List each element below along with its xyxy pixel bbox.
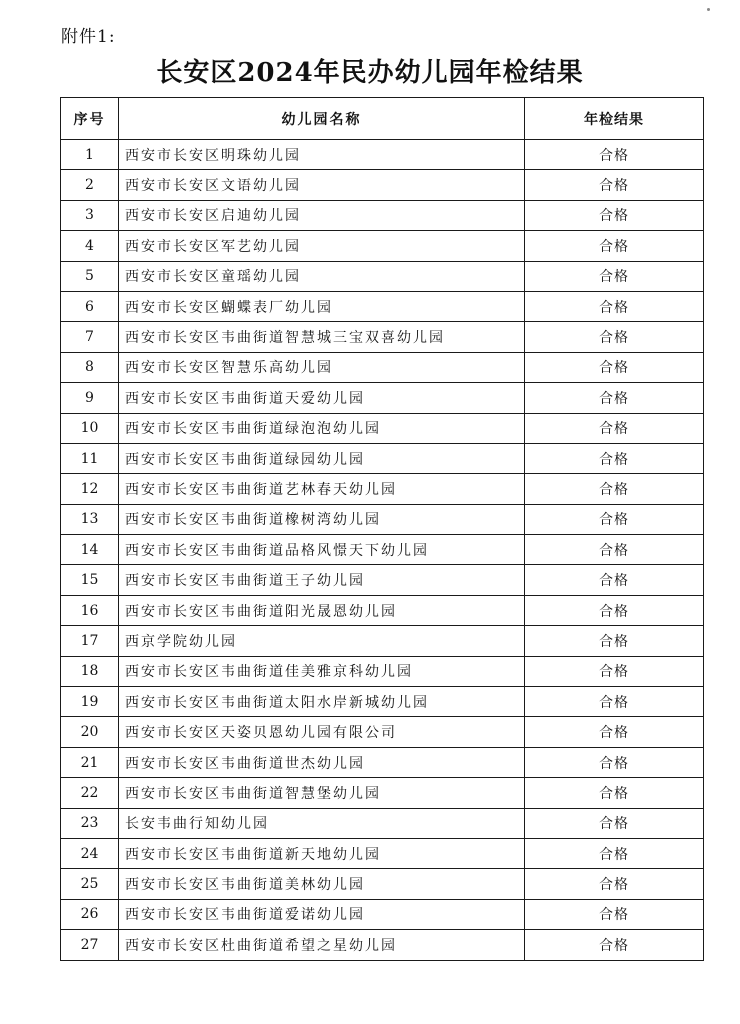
table-row	[61, 899, 704, 929]
row-index: 27	[61, 930, 119, 960]
table-row	[61, 474, 704, 504]
row-result: 合格	[525, 717, 704, 747]
row-kindergarten-name: 西安市长安区蝴蝶表厂幼儿园	[119, 291, 525, 321]
row-result: 合格	[525, 778, 704, 808]
table-row	[61, 504, 704, 534]
row-kindergarten-name: 西安市长安区韦曲街道爱诺幼儿园	[119, 899, 525, 929]
page-title: 长安区2024年民办幼儿园年检结果	[156, 58, 584, 88]
row-index: 26	[61, 899, 119, 929]
row-index: 9	[61, 383, 119, 413]
attachment-label: 附件1:	[61, 27, 116, 47]
header-name: 幼儿园名称	[119, 98, 525, 140]
row-kindergarten-name: 西安市长安区韦曲街道王子幼儿园	[119, 565, 525, 595]
row-kindergarten-name: 西安市长安区文语幼儿园	[119, 170, 525, 200]
row-index: 19	[61, 687, 119, 717]
row-kindergarten-name: 西安市长安区明珠幼儿园	[119, 140, 525, 170]
row-kindergarten-name: 西安市长安区韦曲街道佳美雅京科幼儿园	[119, 656, 525, 686]
table-row	[61, 261, 704, 291]
row-index: 7	[61, 322, 119, 352]
row-kindergarten-name: 西安市长安区天姿贝恩幼儿园有限公司	[119, 717, 525, 747]
row-index: 23	[61, 808, 119, 838]
table-row	[61, 231, 704, 261]
table-body	[61, 140, 704, 961]
row-index: 8	[61, 352, 119, 382]
row-kindergarten-name: 西安市长安区韦曲街道新天地幼儿园	[119, 838, 525, 868]
row-result: 合格	[525, 747, 704, 777]
row-result: 合格	[525, 687, 704, 717]
row-result: 合格	[525, 322, 704, 352]
table-row	[61, 443, 704, 473]
table-row	[61, 930, 704, 960]
row-result: 合格	[525, 565, 704, 595]
row-index: 11	[61, 443, 119, 473]
row-index: 15	[61, 565, 119, 595]
results-table	[60, 97, 704, 961]
row-result: 合格	[525, 413, 704, 443]
row-kindergarten-name: 西安市长安区韦曲街道天爱幼儿园	[119, 383, 525, 413]
row-result: 合格	[525, 291, 704, 321]
table-row	[61, 535, 704, 565]
row-kindergarten-name: 西安市长安区杜曲街道希望之星幼儿园	[119, 930, 525, 960]
row-index: 10	[61, 413, 119, 443]
table-row	[61, 352, 704, 382]
row-index: 16	[61, 595, 119, 625]
row-result: 合格	[525, 626, 704, 656]
row-index: 12	[61, 474, 119, 504]
table-row	[61, 291, 704, 321]
row-result: 合格	[525, 930, 704, 960]
row-kindergarten-name: 西安市长安区韦曲街道智慧堡幼儿园	[119, 778, 525, 808]
row-result: 合格	[525, 656, 704, 686]
table-row	[61, 778, 704, 808]
row-kindergarten-name: 西安市长安区启迪幼儿园	[119, 200, 525, 230]
table-row	[61, 595, 704, 625]
row-result: 合格	[525, 535, 704, 565]
row-result: 合格	[525, 504, 704, 534]
scan-speck	[707, 8, 710, 11]
table-row	[61, 626, 704, 656]
row-result: 合格	[525, 231, 704, 261]
table-row	[61, 656, 704, 686]
row-index: 6	[61, 291, 119, 321]
row-kindergarten-name: 西安市长安区韦曲街道世杰幼儿园	[119, 747, 525, 777]
row-result: 合格	[525, 899, 704, 929]
row-kindergarten-name: 西安市长安区智慧乐高幼儿园	[119, 352, 525, 382]
row-index: 14	[61, 535, 119, 565]
row-result: 合格	[525, 869, 704, 899]
row-result: 合格	[525, 140, 704, 170]
row-index: 24	[61, 838, 119, 868]
row-result: 合格	[525, 261, 704, 291]
row-kindergarten-name: 西安市长安区童瑶幼儿园	[119, 261, 525, 291]
row-result: 合格	[525, 808, 704, 838]
row-index: 20	[61, 717, 119, 747]
row-kindergarten-name: 西安市长安区韦曲街道美林幼儿园	[119, 869, 525, 899]
row-kindergarten-name: 西安市长安区韦曲街道绿园幼儿园	[119, 443, 525, 473]
table-row	[61, 413, 704, 443]
row-result: 合格	[525, 383, 704, 413]
row-result: 合格	[525, 170, 704, 200]
row-index: 22	[61, 778, 119, 808]
row-kindergarten-name: 西安市长安区军艺幼儿园	[119, 231, 525, 261]
row-kindergarten-name: 西安市长安区韦曲街道绿泡泡幼儿园	[119, 413, 525, 443]
row-result: 合格	[525, 595, 704, 625]
row-index: 18	[61, 656, 119, 686]
header-result: 年检结果	[525, 98, 704, 140]
row-index: 1	[61, 140, 119, 170]
table-row	[61, 717, 704, 747]
row-result: 合格	[525, 838, 704, 868]
row-index: 21	[61, 747, 119, 777]
table-row	[61, 687, 704, 717]
row-kindergarten-name: 西安市长安区韦曲街道阳光晟恩幼儿园	[119, 595, 525, 625]
header-index: 序号	[61, 98, 119, 140]
row-result: 合格	[525, 200, 704, 230]
table-row	[61, 565, 704, 595]
table-header-row	[61, 98, 704, 140]
row-index: 25	[61, 869, 119, 899]
row-result: 合格	[525, 352, 704, 382]
row-kindergarten-name: 长安韦曲行知幼儿园	[119, 808, 525, 838]
table-row	[61, 383, 704, 413]
row-index: 2	[61, 170, 119, 200]
table-row	[61, 747, 704, 777]
row-kindergarten-name: 西安市长安区韦曲街道太阳水岸新城幼儿园	[119, 687, 525, 717]
table-row	[61, 808, 704, 838]
row-index: 13	[61, 504, 119, 534]
row-index: 17	[61, 626, 119, 656]
row-result: 合格	[525, 474, 704, 504]
row-kindergarten-name: 西安市长安区韦曲街道艺林春天幼儿园	[119, 474, 525, 504]
row-index: 4	[61, 231, 119, 261]
row-kindergarten-name: 西京学院幼儿园	[119, 626, 525, 656]
table-row	[61, 869, 704, 899]
row-index: 3	[61, 200, 119, 230]
table-row	[61, 140, 704, 170]
row-index: 5	[61, 261, 119, 291]
table-row	[61, 838, 704, 868]
table-row	[61, 322, 704, 352]
table-row	[61, 200, 704, 230]
row-result: 合格	[525, 443, 704, 473]
row-kindergarten-name: 西安市长安区韦曲街道品格风憬天下幼儿园	[119, 535, 525, 565]
row-kindergarten-name: 西安市长安区韦曲街道智慧城三宝双喜幼儿园	[119, 322, 525, 352]
table-row	[61, 170, 704, 200]
row-kindergarten-name: 西安市长安区韦曲街道橡树湾幼儿园	[119, 504, 525, 534]
